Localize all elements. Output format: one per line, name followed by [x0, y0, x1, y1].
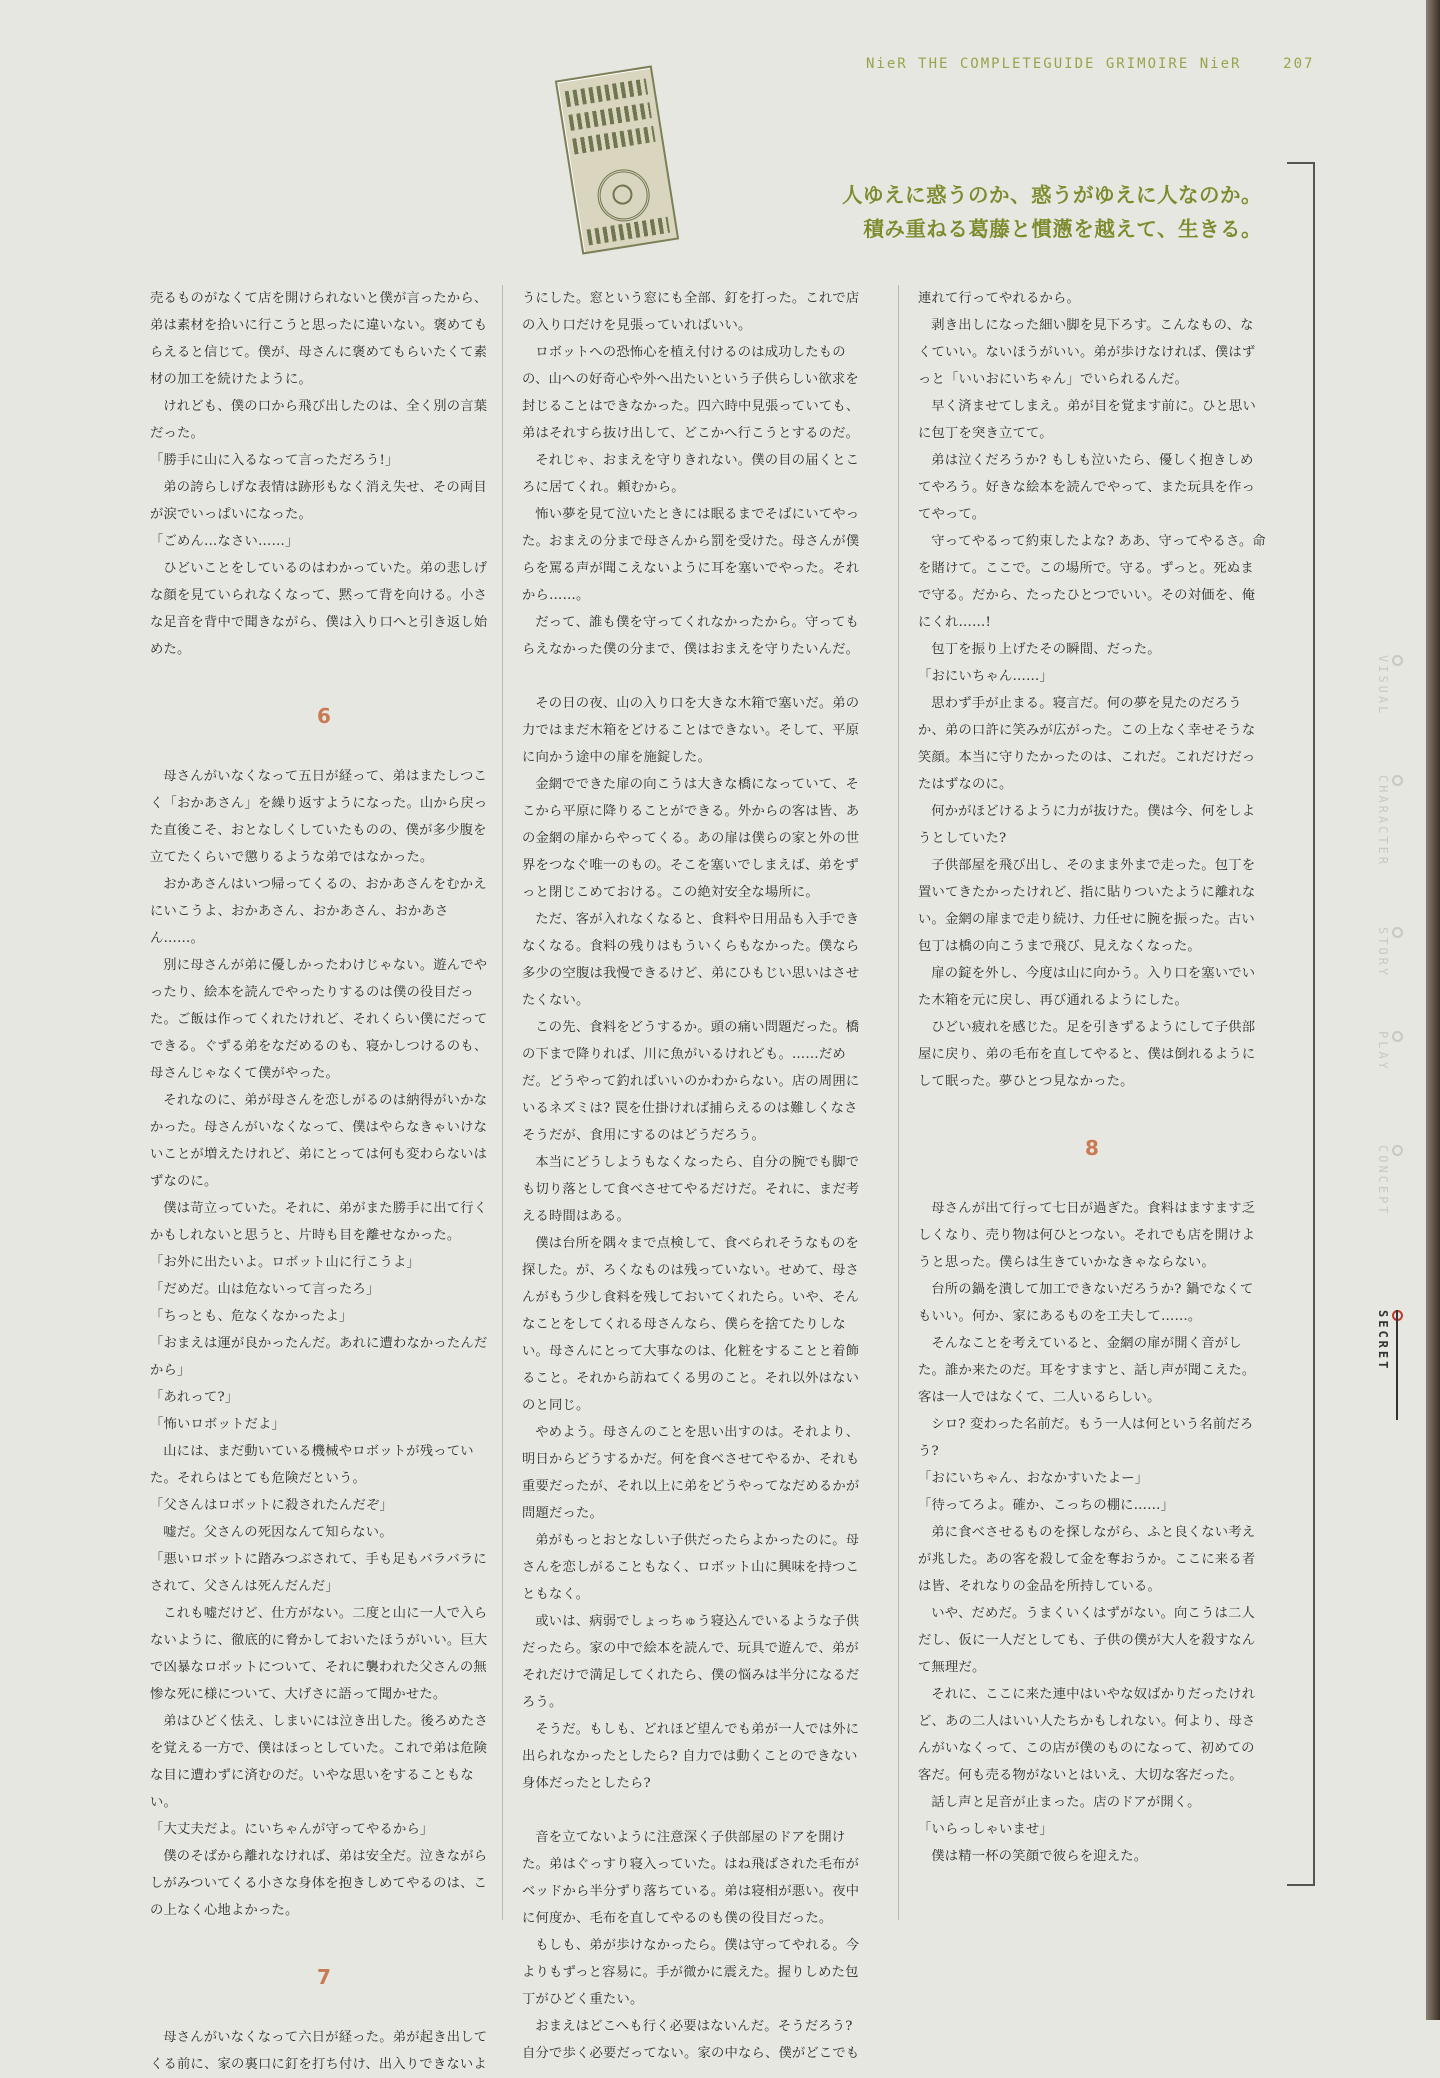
text-column-3 [918, 285, 1266, 1870]
paragraph: いや、だめだ。うまくいくはずがない。向こうは二人だし、仮に一人だとしても、子供の僕が大人を殺すなんて無理だ。 [918, 1606, 1256, 1675]
running-title: NieR THE COMPLETEGUIDE GRIMOIRE NieR [866, 56, 1242, 72]
paragraph: 金網でできた扉の向こうは大きな橋になっていて、そこから平原に降りることができる。外からの客は皆、あの金網の扉からやってくる。あの扉は僕らの家と外の世界をつなぐ唯一のもの。そこを塞いでしまえば、弟をずっと閉じこめておける。この絶対安全な場所に。 [522, 777, 860, 900]
paragraph: けれども、僕の口から飛び出したのは、全く別の言葉だった。 [150, 399, 488, 441]
dialogue: 「待ってろよ。確か、こっちの棚に……」 [918, 1498, 1175, 1513]
paragraph: 剥き出しになった細い脚を見下ろす。こんなもの、なくていい。ないほうがいい。弟が歩けなければ、僕はずっと「いいおにいちゃん」でいられるんだ。 [918, 318, 1256, 387]
nav-dot-icon [1392, 775, 1403, 786]
paragraph: 思わず手が止まる。寝言だ。何の夢を見たのだろうか、弟の口許に笑みが広がった。この上なく幸せそうな笑顔。本当に守りたかったのは、これだ。これだけだったはずなのに。 [918, 696, 1256, 792]
nav-character[interactable] [1378, 775, 1404, 867]
paragraph: 弟がもっとおとなしい子供だったらよかったのに。母さんを恋しがることもなく、ロボット山に興味を持つこともなく。 [522, 1533, 860, 1602]
nav-play[interactable] [1378, 1031, 1404, 1072]
paragraph: もしも、弟が歩けなかったら。僕は守ってやれる。今よりもずっと容易に。手が微かに震えた。握りしめた包丁がひどく重たい。 [522, 1938, 860, 2007]
paragraph: そんなことを考えていると、金網の扉が開く音がした。誰か来たのだ。耳をすますと、話し声が聞こえた。客は一人ではなくて、二人いるらしい。 [918, 1336, 1256, 1405]
paragraph: 或いは、病弱でしょっちゅう寝込んでいるような子供だったら。家の中で絵本を読んで、玩具で遊んで、弟がそれだけで満足してくれたら、僕の悩みは半分になるだろう。 [522, 1614, 860, 1710]
nav-dot-icon [1392, 1031, 1403, 1042]
dialogue: 「おにいちゃん……」 [918, 669, 1053, 684]
dialogue: 「あれって?」 [150, 1390, 239, 1405]
nav-label: PLAY [1376, 1031, 1390, 1072]
nav-label: CONCEPT [1376, 1145, 1390, 1217]
dialogue: 「悪いロボットに踏みつぶされて、手も足もバラバラにされて、父さんは死んだんだ」 [150, 1552, 487, 1594]
section-number-6: 6 [316, 704, 332, 728]
paragraph: うにした。窓という窓にも全部、釘を打った。これで店の入り口だけを見張っていればいい。 [522, 291, 860, 333]
grimoire-artifact-illustration [555, 65, 679, 254]
paragraph: 僕は台所を隅々まで点検して、食べられそうなものを探した。が、ろくなものは残っていない。せめて、母さんがもう少し食料を残しておいてくれたら。いや、そんなことをしてくれる母さんなら、僕らを捨てたりしない。母さんにとって大事なのは、化粧をすることと着飾ること。それから訪ねてくる男のこと。それ以外はないのと同じ。 [522, 1236, 860, 1413]
paragraph: 僕は精一杯の笑顔で彼らを迎えた。 [931, 1849, 1148, 1864]
text-column-2 [522, 285, 870, 2067]
nav-story[interactable] [1378, 927, 1404, 978]
nav-label: VISUAL [1376, 655, 1390, 717]
paragraph: ひどい疲れを感じた。足を引きずるようにして子供部屋に戻り、弟の毛布を直してやると、僕は倒れるようにして眠った。夢ひとつ見なかった。 [918, 1020, 1256, 1089]
paragraph: 母さんがいなくなって五日が経って、弟はまたしつこく「おかあさん」を繰り返すようになった。山から戻った直後こそ、おとなしくしていたものの、僕が多少腹を立てたくらいで懲りるような弟ではなかった。 [150, 769, 488, 865]
paragraph: だって、誰も僕を守ってくれなかったから。守ってもらえなかった僕の分まで、僕はおまえを守りたいんだ。 [522, 615, 860, 657]
paragraph: ロボットへの恐怖心を植え付けるのは成功したものの、山への好奇心や外へ出たいという子供らしい欲求を封じることはできなかった。四六時中見張っていても、弟はそれすら抜け出して、どこかへ行こうとするのだ。 [522, 345, 860, 441]
paragraph: それじゃ、おまえを守りきれない。僕の目の届くところに居てくれ。頼むから。 [522, 453, 860, 495]
text-bracket [1287, 162, 1315, 1886]
paragraph: 音を立てないように注意深く子供部屋のドアを開けた。弟はぐっすり寝入っていた。はね飛ばされた毛布がベッドから半分ずり落ちている。弟は寝相が悪い。夜中に何度か、毛布を直してやるのも僕の役目だった。 [522, 1830, 860, 1926]
column-divider [898, 285, 899, 1920]
paragraph: 僕のそばから離れなければ、弟は安全だ。泣きながらしがみついてくる小さな身体を抱きしめてやるのは、この上なく心地よかった。 [150, 1849, 488, 1918]
paragraph: 早く済ませてしまえ。弟が目を覚ます前に。ひと思いに包丁を突き立てて。 [918, 399, 1257, 441]
dialogue: 「ちっとも、危なくなかったよ」 [150, 1309, 353, 1324]
paragraph: 嘘だ。父さんの死因なんて知らない。 [163, 1525, 393, 1540]
paragraph: 台所の鍋を潰して加工できないだろうか? 鍋でなくてもいい。何か、家にあるものを工夫して……。 [918, 1282, 1254, 1324]
chapter-tagline [842, 178, 1262, 246]
paragraph: ひどいことをしているのはわかっていた。弟の悲しげな顔を見ていられなくなって、黙って背を向ける。小さな足音を背中で聞きながら、僕は入り口へと引き返し始めた。 [150, 561, 488, 657]
tagline-line-2: 積み重ねる葛藤と慣懣を越えて、生きる。 [863, 217, 1262, 241]
paragraph: 弟はひどく怯え、しまいには泣き出した。後ろめたさを覚える一方で、僕はほっとしていた。これで弟は危険な目に遭わずに済むのだ。いやな思いをすることもない。 [150, 1714, 489, 1810]
section-number-7: 7 [316, 1965, 332, 1989]
paragraph: 連れて行ってやれるから。 [918, 291, 1080, 306]
paragraph: これも嘘だけど、仕方がない。二度と山に一人で入らないように、徹底的に脅かしておいたほうがいい。巨大で凶暴なロボットについて、それに襲われた父さんの無惨な死に様について、大げさに語って聞かせた。 [150, 1606, 488, 1702]
paragraph: 話し声と足音が止まった。店のドアが開く。 [931, 1795, 1201, 1810]
paragraph: そうだ。もしも、どれほど望んでも弟が一人では外に出られなかったとしたら? 自力では動くことのできない身体だったとしたら? [522, 1722, 860, 1791]
paragraph: 山には、まだ動いている機械やロボットが残っていた。それらはとても危険だという。 [150, 1444, 474, 1486]
paragraph: 包丁を振り上げたその瞬間、だった。 [931, 642, 1161, 657]
paragraph: 子供部屋を飛び出し、そのまま外まで走った。包丁を置いてきたかったけれど、指に貼りついたように離れない。金網の扉まで走り続け、力任せに腕を振った。古い包丁は橋の向こうまで飛び、見えなくなった。 [918, 858, 1256, 954]
paragraph: 本当にどうしようもなくなったら、自分の腕でも脚でも切り落として食べさせてやるだけだ。それに、まだ考える時間はある。 [522, 1155, 860, 1224]
dialogue: 「大丈夫だよ。にいちゃんが守ってやるから」 [150, 1822, 434, 1837]
active-section-marker [1396, 1310, 1398, 1420]
paragraph: その日の夜、山の入り口を大きな木箱で塞いだ。弟の力ではまだ木箱をどけることはできない。そして、平原に向かう途中の扉を施錠した。 [522, 696, 860, 765]
page-number: 207 [1283, 56, 1315, 72]
dialogue: 「父さんはロボットに殺されたんだぞ」 [150, 1498, 393, 1513]
nav-label: SECRET [1376, 1310, 1390, 1372]
paragraph: 弟は泣くだろうか? もしも泣いたら、優しく抱きしめてやろう。好きな絵本を読んでやって、また玩具を作ってやって。 [918, 453, 1256, 522]
paragraph: それなのに、弟が母さんを恋しがるのは納得がいかなかった。母さんがいなくなって、僕はやらなきゃいけないことが増えたけれど、弟にとっては何も変わらないはずなのに。 [150, 1093, 488, 1189]
paragraph: この先、食料をどうするか。頭の痛い問題だった。橋の下まで降りれば、川に魚がいるけれども。……だめだ。どうやって釣ればいいのかわからない。店の周囲にいるネズミは? 罠を仕掛ければ捕らえるのは難しくなさそうだが、食用にするのはどうだろう。 [522, 1020, 860, 1143]
paragraph: 母さんが出て行って七日が過ぎた。食料はますます乏しくなり、売り物は何ひとつない。それでも店を開けようと思った。僕らは生きていかなきゃならない。 [918, 1201, 1256, 1270]
dialogue: 「だめだ。山は危ないって言ったろ」 [150, 1282, 380, 1297]
paragraph: 怖い夢を見て泣いたときには眠るまでそばにいてやった。おまえの分まで母さんから罰を受けた。母さんが僕らを罵る声が聞こえないように耳を塞いでやった。それから……。 [522, 507, 860, 603]
nav-dot-icon [1392, 1145, 1403, 1156]
paragraph: やめよう。母さんのことを思い出すのは。それより、明日からどうするかだ。何を食べさせてやるか、それも重要だったが、それ以上に弟をどうやってなだめるかが問題だった。 [522, 1425, 860, 1521]
page-edge [1426, 0, 1440, 2020]
text-column-1 [150, 285, 498, 2078]
nav-visual[interactable] [1378, 655, 1404, 716]
paragraph: 母さんがいなくなって六日が経った。弟が起き出してくる前に、家の裏口に釘を打ち付け、出入りできないよ [150, 2030, 488, 2072]
paragraph: 別に母さんが弟に優しかったわけじゃない。遊んでやったり、絵本を読んでやったりするのは僕の役目だった。ご飯は作ってくれたけれど、それくらい僕にだってできる。ぐずる弟をなだめるのも、寝かしつけるのも、母さんじゃなくて僕がやった。 [150, 958, 488, 1081]
paragraph: 何かがほどけるように力が抜けた。僕は今、何をしようとしていた? [918, 804, 1256, 846]
running-header [866, 56, 1314, 72]
dialogue: 「おにいちゃん、おなかすいたよー」 [918, 1471, 1149, 1486]
dialogue: 「お外に出たいよ。ロボット山に行こうよ」 [150, 1255, 420, 1270]
paragraph: 弟に食べさせるものを探しながら、ふと良くない考えが兆した。あの客を殺して金を奪おうか。ここに来る者は皆、それなりの金品を所持している。 [918, 1525, 1256, 1594]
nav-dot-icon [1392, 927, 1403, 938]
paragraph: ただ、客が入れなくなると、食料や日用品も入手できなくなる。食料の残りはもういくらもなかった。僕なら多少の空腹は我慢できるけど、弟にひもじい思いはさせたくない。 [522, 912, 860, 1008]
paragraph: 売るものがなくて店を開けられないと僕が言ったから、弟は素材を拾いに行こうと思ったに違いない。褒めてもらえると信じて。僕が、母さんに褒めてもらいたくて素材の加工を続けたように。 [150, 291, 488, 387]
paragraph: 扉の錠を外し、今度は山に向かう。入り口を塞いでいた木箱を元に戻し、再び通れるようにした。 [918, 966, 1256, 1008]
nav-label: STORY [1376, 927, 1390, 979]
paragraph: 弟の誇らしげな表情は跡形もなく消え失せ、その両目が涙でいっぱいになった。 [150, 480, 487, 522]
column-divider [502, 285, 503, 1920]
tagline-line-1: 人ゆえに惑うのか、惑うがゆえに人なのか。 [842, 183, 1262, 207]
nav-concept[interactable] [1378, 1145, 1404, 1217]
nav-secret[interactable] [1378, 1310, 1404, 1371]
paragraph: おまえはどこへも行く必要はないんだ。そうだろう? 自分で歩く必要だってない。家の中なら、僕がどこでも [522, 2019, 860, 2061]
paragraph: 僕は苛立っていた。それに、弟がまた勝手に出て行くかもしれないと思うと、片時も目を離せなかった。 [150, 1201, 488, 1243]
nav-dot-icon [1392, 655, 1403, 666]
dialogue: 「いらっしゃいませ」 [918, 1822, 1053, 1837]
paragraph: それに、ここに来た連中はいやな奴ばかりだったけれど、あの二人はいい人たちかもしれない。何より、母さんがいなくって、この店が僕のものになって、初めての客だ。何も売る物がないとはいえ、大切な客だった。 [918, 1687, 1256, 1783]
dialogue: 「怖いロボットだよ」 [150, 1417, 285, 1432]
dialogue: 「おまえは運が良かったんだ。あれに遭わなかったんだから」 [150, 1336, 488, 1378]
dialogue: 「ごめん…なさい……」 [150, 534, 299, 549]
paragraph: おかあさんはいつ帰ってくるの、おかあさんをむかえにいこうよ、おかあさん、おかあさん、おかあさん……。 [150, 877, 487, 946]
paragraph: 守ってやるって約束したよな? ああ、守ってやるさ。命を賭けて。ここで。この場所で。守る。ずっと。死ぬまで守る。だから、たったひとつでいい。その対価を、俺にくれ……! [918, 534, 1266, 630]
section-number-8: 8 [1084, 1136, 1100, 1160]
paragraph: シロ? 変わった名前だ。もう一人は何という名前だろう? [918, 1417, 1254, 1459]
dialogue: 「勝手に山に入るなって言っただろう!」 [150, 453, 399, 468]
nav-label: CHARACTER [1376, 775, 1390, 868]
